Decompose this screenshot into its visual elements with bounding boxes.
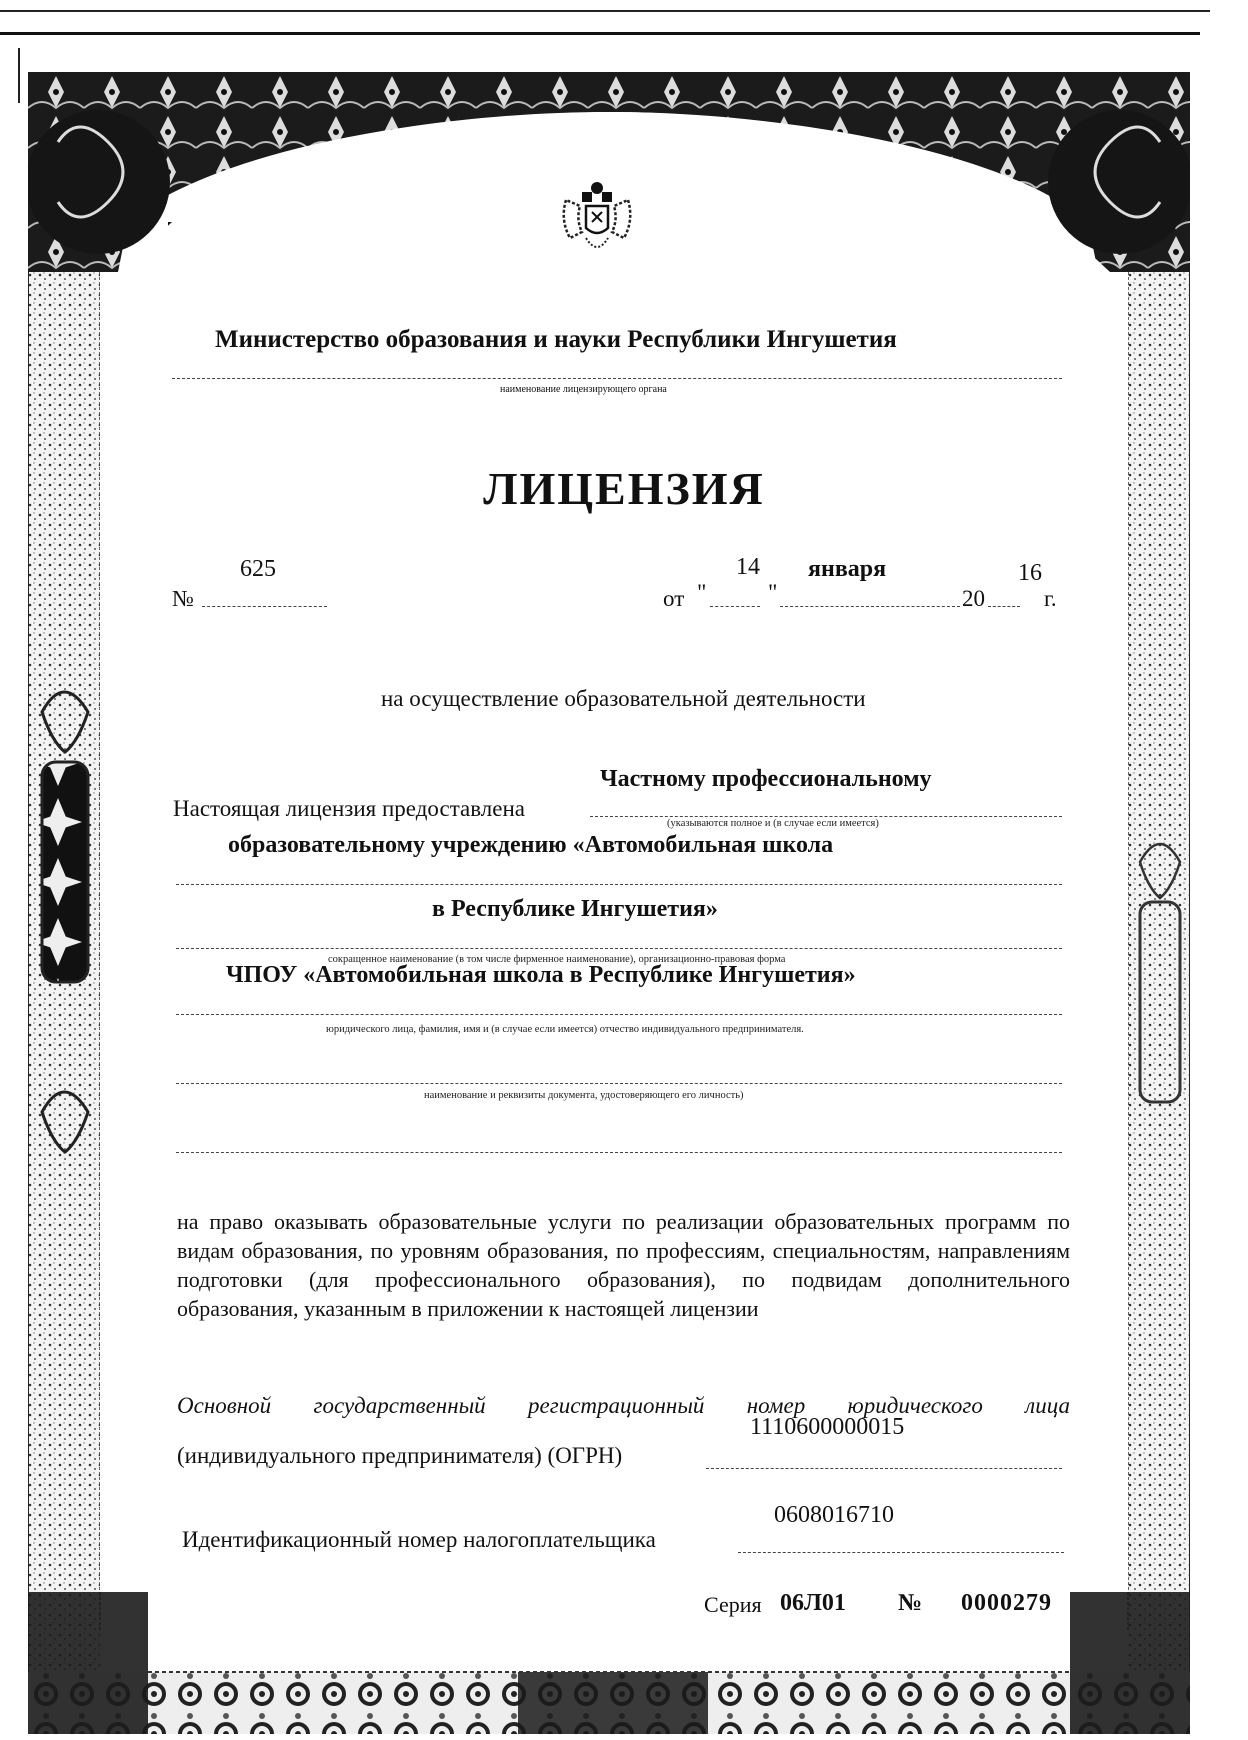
fill-line (738, 1552, 1064, 1553)
inn-label: Идентификационный номер налогоплательщика (182, 1527, 656, 1552)
ogrn-label-line2: (индивидуального предпринимателя) (ОГРН) (177, 1443, 623, 1468)
license-purpose: на осуществление образовательной деятельности (381, 686, 866, 711)
date-quote-close: " (768, 580, 778, 605)
fill-line (710, 606, 760, 607)
inn-value: 0608016710 (774, 1502, 894, 1528)
number-label: № (172, 586, 194, 611)
licensee-name-line3: в Республике Ингушетия» (432, 896, 718, 922)
fill-line (780, 606, 960, 607)
ogrn-value: 1110600000015 (750, 1414, 905, 1440)
fill-line (590, 816, 1062, 817)
fill-line (176, 1083, 1062, 1084)
fill-line (988, 606, 1020, 607)
licensee-name-line1: Частному профессиональному (600, 766, 932, 792)
document-title: ЛИЦЕНЗИЯ (483, 463, 765, 514)
coat-of-arms-icon (556, 180, 638, 260)
caption-short-name: сокращенное наименование (в том числе фирменное наименование), организационно-правовая форма (328, 954, 786, 965)
licensee-short-name: ЧПОУ «Автомобильная школа в Республике Ингушетия» (226, 962, 856, 988)
date-suffix: г. (1044, 586, 1057, 611)
ogrn-label-line1: Основной государственный регистрационный номер юридического лица (177, 1393, 1070, 1418)
date-century: 20 (962, 586, 985, 611)
series-value: 06Л01 (780, 1590, 846, 1616)
caption-identity-document: наименование и реквизиты документа, удостоверяющего его личность) (424, 1090, 744, 1101)
date-year: 16 (1018, 560, 1042, 586)
scan-mark (18, 48, 20, 103)
date-month: января (808, 556, 887, 582)
fill-line (706, 1468, 1062, 1469)
date-quote-open: " (697, 580, 707, 605)
granted-label: Настоящая лицензия предоставлена (173, 796, 525, 821)
fill-line (176, 948, 1062, 949)
caption-person: юридического лица, фамилия, имя и (в случае если имеется) отчество индивидуального предпринимателя. (326, 1024, 804, 1035)
fill-line (176, 884, 1062, 885)
fill-line (202, 606, 327, 607)
date-day: 14 (736, 554, 760, 580)
license-number: 625 (240, 556, 276, 582)
blank-number-label: № (898, 1590, 923, 1616)
fill-line (176, 1152, 1062, 1153)
fill-line (172, 378, 1062, 379)
scan-edge-line (0, 10, 1210, 12)
fill-line (176, 1014, 1062, 1015)
caption-full-name: (указываются полное и (в случае если имеется) (667, 818, 879, 829)
series-label: Серия (704, 1592, 762, 1617)
scan-edge-line (0, 32, 1200, 35)
licensee-name-line2: образовательному учреждению «Автомобильная школа (228, 832, 834, 858)
date-prefix: от (663, 586, 685, 611)
rights-paragraph: на право оказывать образовательные услуги по реализации образовательных программ по видам образования, по уровням образования, по профессиям, специальностям, направлениям подготовки (для профессионального образования), по подвидам дополнительного образования, указанным в приложении к настоящей лицензии (177, 1209, 1070, 1321)
blank-number-value: 0000279 (961, 1590, 1052, 1616)
issuer-name: Министерство образования и науки Республики Ингушетия (215, 326, 897, 353)
issuer-caption: наименование лицензирующего органа (500, 384, 667, 395)
